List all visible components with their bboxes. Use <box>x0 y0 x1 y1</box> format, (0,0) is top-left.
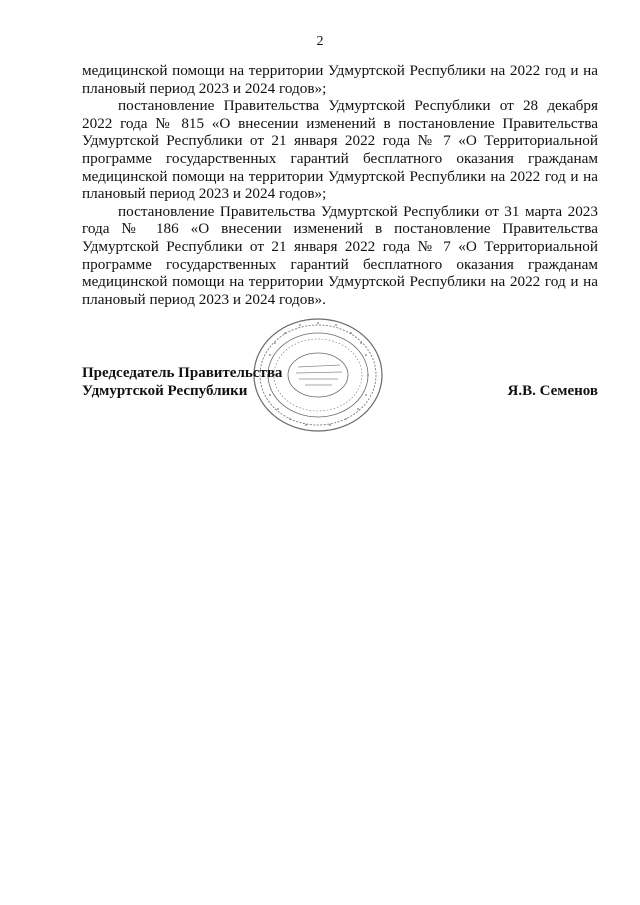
signatory-name: Я.В. Семенов <box>507 383 598 399</box>
signatory-position-line1: Председатель Правительства <box>82 365 283 381</box>
signatory-position-line2: Удмуртской Республики <box>82 383 248 399</box>
paragraph-resolution-186: постановление Правительства Удмуртской Республики от 31 марта 2023 года № 186 «О внесении изменений в постановление Правительства Удмуртской Республики от 21 января 2022 года № 7 «О Территориальной программе государственных гарантий бесплатного оказания гражданам медицинской помощи на территории Удмуртской Республики на 2022 год и на плановый период 2023 и 2024 годов». <box>82 202 598 308</box>
paragraph-continuation: медицинской помощи на территории Удмуртской Республики на 2022 год и на плановый период 2023 и 2024 годов»; <box>82 62 598 97</box>
paragraph-resolution-815: постановление Правительства Удмуртской Республики от 28 декабря 2022 года № 815 «О внесении изменений в постановление Правительства Удмуртской Республики от 21 января 2022 года № 7 «О Территориальной программе государственных гарантий бесплатного оказания гражданам медицинской помощи на территории Удмуртской Республики на 2022 год и на плановый период 2023 и 2024 годов»; <box>82 97 598 203</box>
signatory-position <box>82 364 282 400</box>
page-number: 2 <box>316 34 324 49</box>
document-body <box>82 62 598 308</box>
